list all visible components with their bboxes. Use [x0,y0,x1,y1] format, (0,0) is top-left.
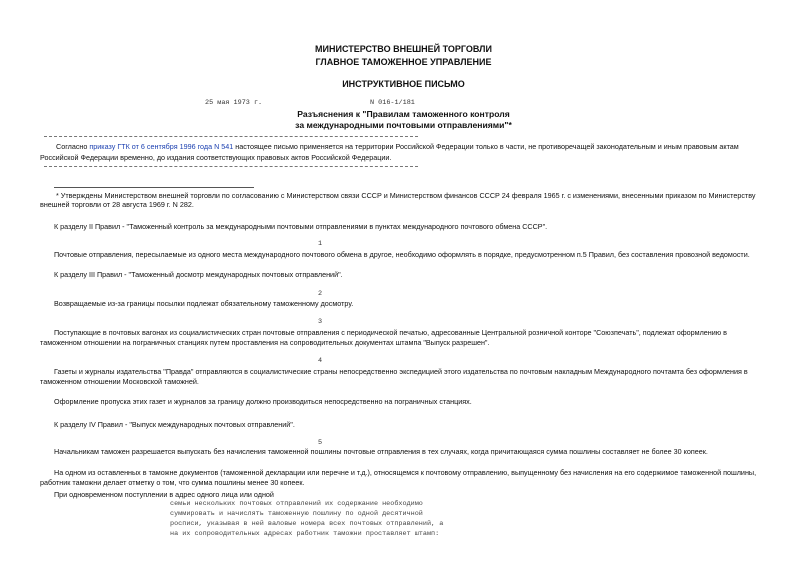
paragraph-2: Возвращаемые из-за границы посылки подлежат обязательному таможенному досмотру. [54,299,354,308]
paragraph-5-line-2: работник таможни делает отметку о том, что сумма пошлины менее 30 копеек. [40,478,305,487]
document-number: N 016-1/181 [370,99,415,107]
document-date: 25 мая 1973 г. [205,99,263,107]
paragraph-5-line-1: На одном из оставленных в таможне документов (таможенной декларации или перечне и т.д.), относящемся к почтовому отправлению, выпущенному без начисления на его содержимое таможенной пошлины, [54,468,757,477]
note-text-before: Согласно [56,142,90,151]
paragraph-number-4: 4 [318,357,323,365]
order-link[interactable]: приказу ГТК от 6 сентября 1996 года N 541 [89,142,234,151]
document-title-line-2: за международными почтовыми отправлениями"* [295,120,512,130]
mono-line-2: суммировать и начислять таможенную пошлину по одной десятичной [170,510,423,518]
dashed-divider-bottom [44,166,418,167]
paragraph-number-5: 5 [318,439,323,447]
paragraph-1: Почтовые отправления, пересылаемые из одного места международного почтового обмена в другое, необходимо оформлять в порядке, предусмотренном п.5 Правил, без составления провозной ведомости. [54,250,750,259]
section-4-heading: К разделу IV Правил - "Выпуск международных почтовых отправлений". [54,420,295,429]
paragraph-4-line-2: таможенном отношении Московской таможней. [40,377,199,386]
note-text-after: настоящее письмо применяется на территории Российской Федерации только в части, не противоречащей законодательным и иным правовым актам [233,142,739,151]
paragraph-3-line-1: Поступающие в почтовых вагонах из социалистических стран почтовые отправления с периодической печатью, адресованные Центральной розничной конторе "Союзпечать", подлежат оформлению в [54,328,727,337]
ministry-heading: МИНИСТЕРСТВО ВНЕШНЕЙ ТОРГОВЛИ [315,44,492,54]
paragraph-4-continuation: Оформление пропуска этих газет и журналов за границу должно производиться непосредственно на пограничных станциях. [54,397,472,406]
paragraph-number-2: 2 [318,290,323,298]
section-3-heading: К разделу III Правил - "Таможенный досмотр международных почтовых отправлений". [54,270,343,279]
paragraph-6-intro: При одновременном поступлении в адрес одного лица или одной [54,490,274,499]
footnote-line-1: * Утверждены Министерством внешней торговли по согласованию с Министерством связи СССР и Министерством финансов СССР 24 февраля 1965 г. с изменениями, внесенными приказом по Министерству [56,191,756,200]
paragraph-number-3: 3 [318,318,323,326]
mono-line-4: на их сопроводительных адресах работник таможни проставляет штамп: [170,530,440,538]
paragraph-number-1: 1 [318,240,323,248]
applicability-note-line-1 [56,142,739,151]
paragraph-4-line-1: Газеты и журналы издательства "Правда" отправляются в социалистические страны непосредственно экспедицией этого издательства по почтовым накладным Международного почтамта без оформления в [54,367,748,376]
mono-line-3: росписи, указывая в ней валовые номера всех почтовых отправлений, а [170,520,444,528]
paragraph-5: Начальникам таможен разрешается выпускать без начисления таможенной пошлины почтовые отправления в тех случаях, когда причитающаяся сумма пошлины составляет не более 30 копеек. [54,447,708,456]
document-title-line-1: Разъяснения к "Правилам таможенного контроля [297,109,510,119]
dashed-divider-top [44,136,418,137]
paragraph-3-line-2: таможенном отношении на пограничных станциях путем проставления на сопроводительных документах штампа "Выпуск разрешен". [40,338,490,347]
applicability-note-line-2: Российской Федерации временно, до издания соответствующих правовых актов Российской Федерации. [40,153,392,162]
mono-line-1: семьи нескольких почтовых отправлений их содержание необходимо [170,500,423,508]
footnote-line-2: внешней торговли от 28 августа 1969 г. N 282. [40,200,194,209]
document-type-heading: ИНСТРУКТИВНОЕ ПИСЬМО [342,79,465,89]
section-2-heading: К разделу II Правил - "Таможенный контроль за международными почтовыми отправлениями в пунктах международного почтового обмена СССР". [54,222,548,231]
department-heading: ГЛАВНОЕ ТАМОЖЕННОЕ УПРАВЛЕНИЕ [315,57,492,67]
footnote-rule [54,187,254,188]
